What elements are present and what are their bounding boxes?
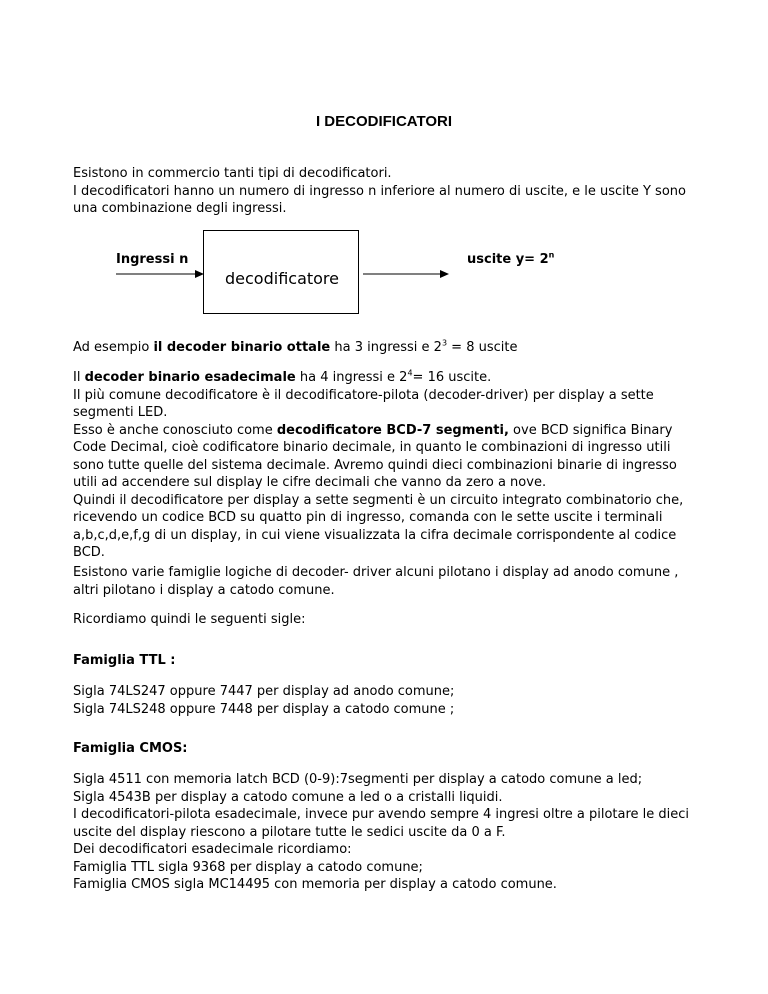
input-label: Ingressi n [116,252,189,267]
cmos-heading: Famiglia CMOS: [73,741,188,756]
ttl-list [73,683,698,718]
para1-line-j: BCD. [73,545,105,560]
cmos-line-1: Sigla 4511 con memoria latch BCD (0-9):7segmenti per display a catodo comune a led; [73,772,643,787]
decoder-box-label: decodificatore [225,269,339,288]
ttl-section [73,652,698,670]
ttl-heading: Famiglia TTL : [73,653,176,668]
ttl-line-2: Sigla 74LS248 oppure 7448 per display a catodo comune ; [73,701,455,717]
example-paragraph: Ad esempio il decoder binario ottale ha 3 ingressi e $2^3 = 8$ uscite [73,338,518,355]
input-arrow-icon [116,268,206,280]
para2-line-b: altri pilotano i display a catodo comune. [73,582,335,598]
para1-line-g: Quindi il decodificatore per display a sette segmenti è un circuito integrato combinatorio che, [73,492,684,508]
cmos-line-5: Dei decodificatori esadecimale ricordiamo: [73,842,352,857]
para1-line-b: segmenti LED. [73,405,168,420]
para3-line: Ricordiamo quindi le seguenti sigle: [73,612,306,627]
intro-line-3: una combinazione degli ingressi. [73,201,287,216]
para1-line-a: Il più comune decodificatore è il decodificatore-pilota (decoder-driver) per display a sette [73,387,654,403]
hex-paragraph [73,369,698,562]
intro-line-2: I decodificatori hanno un numero di ingresso n inferiore al numero di uscite, e le uscite Y sono [73,183,686,199]
cmos-section [73,740,698,758]
decoder-box [203,230,359,314]
para1-line-e: sono tutte quelle del sistema decimale. Avremo quindi dieci combinazioni binarie di ingresso [73,457,677,473]
cmos-line-2: Sigla 4543B per display a catodo comune a led o a cristalli liquidi. [73,789,503,805]
families-paragraph [73,564,698,599]
ttl-line-1: Sigla 74LS247 oppure 7447 per display ad anodo comune; [73,684,455,699]
hex-line: Il decoder binario esadecimale ha 4 ingressi e $2^4= 16$ uscite. [73,368,492,385]
acronyms-intro [73,611,698,629]
para1-line-h: ricevendo un codice BCD su quatto pin di ingresso, comanda con le sette uscite i terminali [73,510,663,525]
cmos-line-7: Famiglia CMOS sigla MC14495 con memoria per display a catodo comune. [73,877,557,892]
page-title: I DECODIFICATORI [315,113,453,130]
intro-paragraph [73,165,698,218]
output-arrow-icon [363,268,451,280]
cmos-list [73,771,698,894]
cmos-line-6: Famiglia TTL sigla 9368 per display a catodo comune; [73,859,423,875]
para1-line-f: utili ad accendere sul display le cifre decimali che vanno da zero a nove. [73,475,547,490]
intro-line-1: Esistono in commercio tanti tipi di decodificatori. [73,166,392,181]
para1-line-c: Esso è anche conosciuto come decodificatore BCD-7 segmenti, ove BCD significa Binary [73,422,673,438]
output-label: uscite $y= 2^n$ [467,250,555,267]
para1-line-i: a,b,c,d,e,f,g di un display, in cui viene visualizzata la cifra decimale corrispondente al codice [73,527,677,543]
para1-line-d: Code Decimal, cioè codificatore binario decimale, in quanto le combinazioni di ingresso utili [73,440,671,455]
cmos-line-4: uscite del display riescono a pilotare tutte le sedici uscite da 0 a F. [73,824,506,840]
cmos-line-3: I decodificatori-pilota esadecimale, invece pur avendo sempre 4 ingresi oltre a pilotare le dieci [73,807,690,822]
para2-line-a: Esistono varie famiglie logiche di decoder- driver alcuni pilotano i display ad anodo comune , [73,565,679,580]
decoder-diagram [0,228,768,313]
